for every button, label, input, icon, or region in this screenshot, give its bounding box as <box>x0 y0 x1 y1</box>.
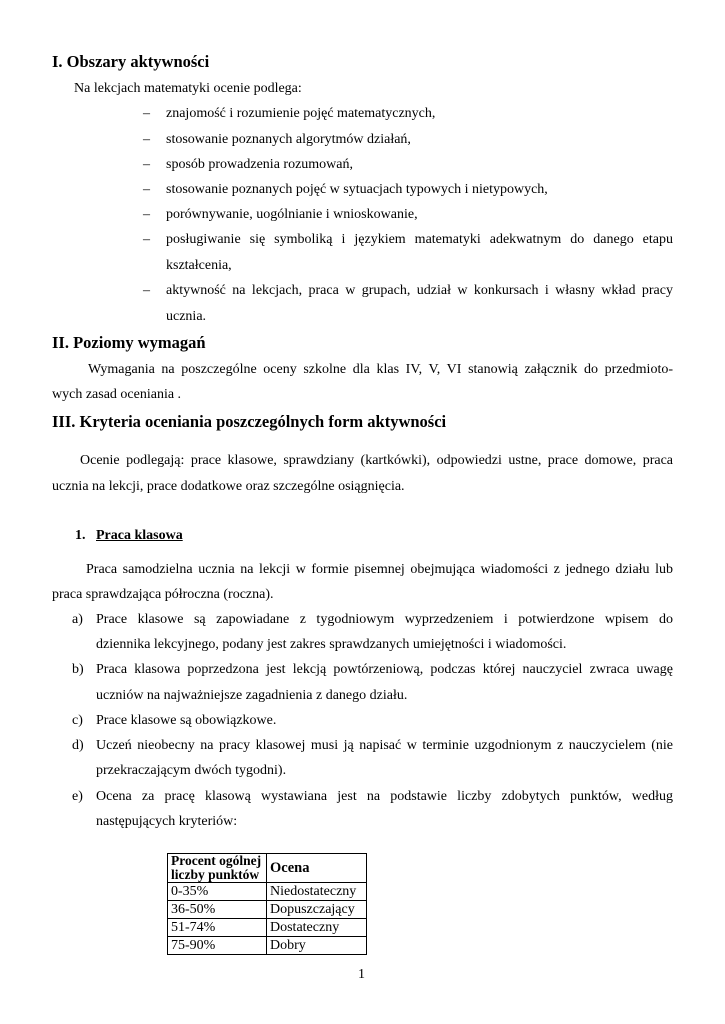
table-row <box>168 901 367 919</box>
table-row <box>168 883 367 901</box>
cell-grade: Dostateczny <box>267 919 367 937</box>
rule-label: a) <box>72 612 83 627</box>
list-item: stosowanie poznanych pojęć w sytuacjach typowych i nietypowych, <box>166 182 548 197</box>
rule-line: Ocena za pracę klasową wystawiana jest na podstawie liczby zdobytych punktów, według <box>96 789 673 804</box>
grades-table <box>167 853 367 955</box>
rule-line: Prace klasowe są zapowiadane z tygodniowym wyprzedzeniem i potwierdzone wpisem do <box>96 612 673 627</box>
rule-label: e) <box>72 789 83 804</box>
rule-line: Praca klasowa poprzedzona jest lekcją powtórzeniową, podczas której nauczyciel zwraca uwagę <box>96 662 673 677</box>
list-dash: – <box>143 283 150 298</box>
list-item-line: aktywność na lekcjach, praca w grupach, udział w konkursach i własny wkład pracy <box>166 283 673 298</box>
cell-grade: Niedostateczny <box>267 883 367 901</box>
section-heading-3: III. Kryteria oceniania poszczególnych form aktywności <box>52 412 447 431</box>
section-2-text-line: wych zasad oceniania . <box>52 387 182 402</box>
cell-grade: Dopuszczający <box>267 901 367 919</box>
list-dash: – <box>143 157 150 172</box>
subsection-desc-line: praca sprawdzająca półroczna (roczna). <box>52 587 274 602</box>
rule-label: b) <box>72 662 84 677</box>
rule-label: c) <box>72 713 83 728</box>
rule-line: przekraczającym dwóch tygodni). <box>96 763 287 778</box>
section-3-text-line: Ocenie podlegają: prace klasowe, sprawdziany (kartkówki), odpowiedzi ustne, prace domowe, praca <box>80 453 673 468</box>
cell-range: 36-50% <box>168 901 267 919</box>
list-item: znajomość i rozumienie pojęć matematycznych, <box>166 106 436 121</box>
table-header-row <box>168 854 367 883</box>
list-item-line: posługiwanie się symboliką i językiem matematyki adekwatnym do danego etapu <box>166 232 673 247</box>
list-item: sposób prowadzenia rozumowań, <box>166 157 354 172</box>
table-row <box>168 919 367 937</box>
section-2-text-line: Wymagania na poszczególne oceny szkolne dla klas IV, V, VI stanowią załącznik do przedmioto- <box>88 362 673 377</box>
section-1-intro: Na lekcjach matematyki ocenie podlega: <box>74 81 302 96</box>
section-3-text-line: ucznia na lekcji, prace dodatkowe oraz szczególne osiągnięcia. <box>52 479 405 494</box>
list-dash: – <box>143 207 150 222</box>
table-row <box>168 937 367 955</box>
list-item-line: kształcenia, <box>166 258 232 273</box>
cell-grade: Dobry <box>267 937 367 955</box>
header-percent-line: liczby punktów <box>171 867 260 882</box>
rule-line: Prace klasowe są obowiązkowe. <box>96 713 277 728</box>
rule-line: Uczeń nieobecny na pracy klasowej musi ją napisać w terminie uzgodnionym z nauczycielem (nie <box>96 738 673 753</box>
cell-range: 0-35% <box>168 883 267 901</box>
rule-line: następujących kryteriów: <box>96 814 238 829</box>
cell-range: 51-74% <box>168 919 267 937</box>
list-dash: – <box>143 106 150 121</box>
list-item: porównywanie, uogólnianie i wnioskowanie, <box>166 207 418 222</box>
header-grade: Ocena <box>267 854 367 883</box>
cell-range: 75-90% <box>168 937 267 955</box>
subsection-desc-line: Praca samodzielna ucznia na lekcji w formie pisemnej obejmująca wiadomości z jednego działu lub <box>86 562 673 577</box>
list-dash: – <box>143 182 150 197</box>
header-percent-line: Procent ogólnej <box>171 853 262 868</box>
page-number: 1 <box>358 967 365 982</box>
rule-label: d) <box>72 738 84 753</box>
header-percent <box>168 854 267 883</box>
list-dash: – <box>143 132 150 147</box>
subsection-title: Praca klasowa <box>96 528 183 543</box>
section-heading-2: II. Poziomy wymagań <box>52 333 206 352</box>
section-heading-1: I. Obszary aktywności <box>52 52 210 71</box>
list-dash: – <box>143 232 150 247</box>
list-item-line: ucznia. <box>166 309 207 324</box>
subsection-number: 1. <box>75 528 86 543</box>
rule-line: dziennika lekcyjnego, podany jest zakres sprawdzanych umiejętności i wiadomości. <box>96 637 567 652</box>
list-item: stosowanie poznanych algorytmów działań, <box>166 132 411 147</box>
rule-line: uczniów na najważniejsze zagadnienia z danego działu. <box>96 688 408 703</box>
